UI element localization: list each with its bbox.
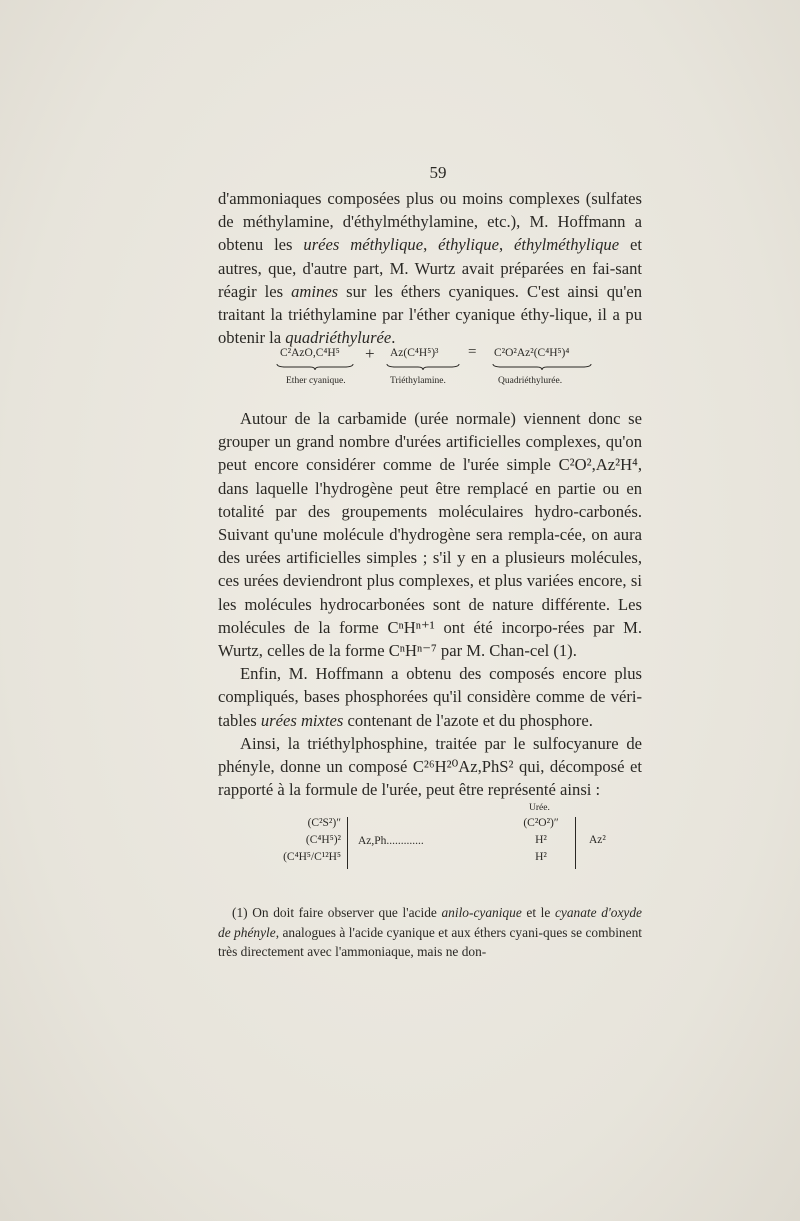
formula-urea-mixed <box>255 803 645 875</box>
formula-right-line-3: H² <box>535 851 547 863</box>
formula-left-group <box>255 815 341 866</box>
equation-brace-2 <box>386 363 460 371</box>
equation-term-ether: C²AzO,C⁴H⁵ <box>280 347 340 359</box>
page-number: 59 <box>429 163 447 182</box>
equation-brace-3 <box>492 363 592 371</box>
paragraphs-2-4 <box>218 407 642 801</box>
footnote <box>218 903 642 962</box>
paragraph-1 <box>218 187 642 349</box>
formula-bar-right <box>575 817 576 869</box>
formula-right-group <box>521 815 561 866</box>
equation-plus-sign: + <box>365 344 375 363</box>
paragraph-2: Autour de la carbamide (urée normale) viennent donc se grouper un grand nombre d'urées artificielles complexes, qu'on peut encore considérer comme de l'urée simple C²O²,Az²H⁴, dans laquelle l'hydrogène peut être remplacé en partie ou en totalité par des groupements moléculaires hydro-carbonés. Suivant qu'une molécule d'hydrogène sera rempla-cée, on aura des urées artificielles simples ; s'il y en a plusieurs molécules, ces urées deviendront plus complexes, et plus variées encore, si les molécules hydrocarbonées sont de nature différente. Les molécules de la forme CⁿHⁿ⁺¹ ont été incorpo-rées par M. Wurtz, celles de la forme CⁿHⁿ⁻⁷ par M. Chan-cel (1). <box>218 409 642 661</box>
equation-caption-triethylamine: Triéthylamine. <box>390 376 446 386</box>
formula-middle: Az,Ph............. <box>358 835 424 847</box>
formula-left-line-3: (C⁴H⁵/C¹²H⁵ <box>283 851 341 863</box>
formula-left-line-1: (C²S²)″ <box>307 817 341 829</box>
equation-quadriethylurea <box>230 344 640 395</box>
formula-right-title: Urée. <box>529 803 550 813</box>
formula-right-line-2: H² <box>535 834 547 846</box>
formula-bar-left <box>347 817 348 869</box>
footnote-text: (1) On doit faire observer que l'acide anilo-cyanique et le cyanate d'oxyde de phényle, analogues à l'acide cyanique et aux éthers cyani-ques se combinent très directement avec l'ammoniaque, mais ne don- <box>218 905 642 959</box>
equation-brace-1 <box>276 363 354 371</box>
paragraph-3: Enfin, M. Hoffmann a obtenu des composés encore plus compliqués, bases phosphorées qu'il considère comme de véri-tables urées mixtes contenant de l'azote et du phosphore. <box>218 664 642 730</box>
equation-equals-sign: = <box>468 344 477 360</box>
formula-left-line-2: (C⁴H⁵)² <box>305 834 341 846</box>
formula-right-az: Az² <box>589 834 606 846</box>
paragraph-4: Ainsi, la triéthylphosphine, traitée par le sulfocyanure de phényle, donne un composé C²⁶H²⁰Az,PhS² qui, décomposé et rapporté à la formule de l'urée, peut être représenté ainsi : <box>218 733 642 800</box>
formula-right-line-1: (C²O²)″ <box>523 817 559 829</box>
paragraph-1-text: d'ammoniaques composées plus ou moins complexes (sulfates de méthylamine, d'éthylméthylamine, etc.), M. Hoffmann a obtenu les urées méthylique, éthylique, éthylméthylique et autres, que, d'autre part, M. Wurtz avait préparées en fai-sant réagir les amines sur les éthers cyaniques. C'est ainsi qu'en traitant la triéthylamine par l'éther cyanique éthy-lique, il a pu obtenir la quadriéthylurée. <box>218 189 643 348</box>
equation-term-quadriethylurea: C²O²Az²(C⁴H⁵)⁴ <box>494 347 570 359</box>
equation-term-triethylamine: Az(C⁴H⁵)³ <box>390 347 439 359</box>
equation-caption-quadriethylurea: Quadriéthylurée. <box>498 376 563 386</box>
equation-caption-ether: Ether cyanique. <box>286 376 346 386</box>
